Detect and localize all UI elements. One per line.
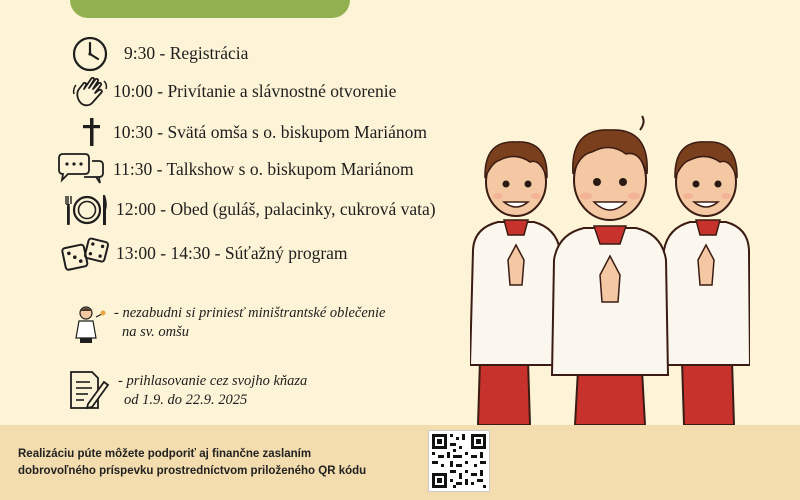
altar-boy-left <box>470 142 562 425</box>
speech-bubbles-icon <box>56 150 108 190</box>
schedule-item <box>0 190 480 230</box>
signup-note <box>60 368 480 412</box>
signup-note-line2: od 1.9. do 22.9. 2025 <box>124 392 248 408</box>
schedule-text: 13:00 - 14:30 - Súťažný program <box>116 243 348 263</box>
dice-icon <box>60 234 110 274</box>
schedule-text: 9:30 - Registrácia <box>124 43 249 63</box>
plate-cutlery-icon <box>64 190 110 230</box>
signup-form-icon <box>66 368 110 412</box>
schedule-item <box>0 234 480 274</box>
waving-hand-icon <box>70 72 110 112</box>
qr-code[interactable] <box>428 430 490 492</box>
schedule-text: 11:30 - Talkshow s o. biskupom Mariánom <box>113 159 414 179</box>
altar-boy-middle <box>552 116 668 425</box>
support-footer <box>0 425 800 500</box>
schedule-item <box>0 34 480 74</box>
signup-note-line1: - prihlasovanie cez svojho kňaza <box>118 373 308 389</box>
schedule-text: 10:30 - Svätá omša s o. biskupom Mariánom <box>113 122 428 142</box>
altar-server-icon <box>70 304 108 346</box>
schedule-item <box>0 113 480 153</box>
support-text-line1: Realizáciu púte môžete podporiť aj finančne zaslaním <box>18 448 312 460</box>
schedule-text: 10:00 - Privítanie a slávnostné otvorenie <box>113 81 397 101</box>
support-text <box>18 446 366 480</box>
clothing-note-line2: na sv. omšu <box>122 324 189 340</box>
altar-boys-illustration <box>470 110 750 425</box>
clothing-note-line1: - nezabudni si priniesť miništrantské oblečenie <box>114 305 386 321</box>
support-text-line2: dobrovoľného príspevku prostredníctvom priloženého QR kódu <box>18 465 367 477</box>
schedule-text: 12:00 - Obed (guláš, palacinky, cukrová vata) <box>116 199 436 219</box>
schedule-item <box>0 72 480 112</box>
schedule-item <box>0 150 480 190</box>
clock-icon <box>70 34 110 74</box>
clothing-note <box>60 304 480 344</box>
cross-icon <box>72 113 112 153</box>
altar-boy-right <box>658 142 750 425</box>
